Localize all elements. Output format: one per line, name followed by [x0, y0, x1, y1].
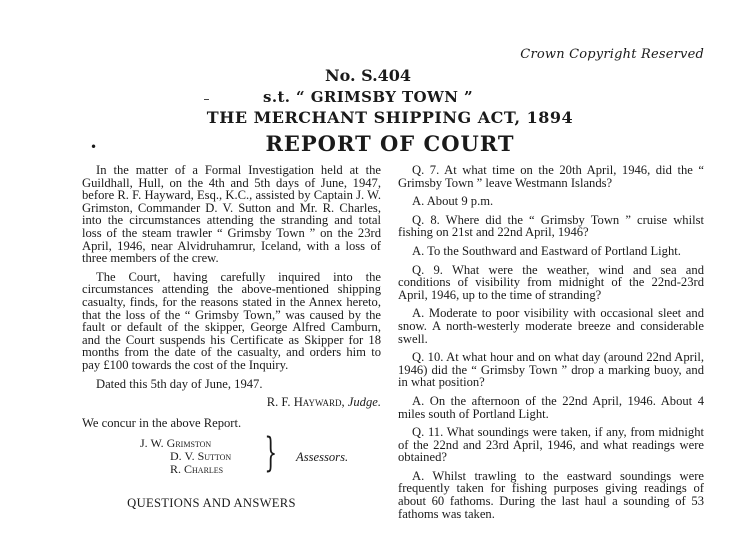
question-8: Q. 8. Where did the “ Grimsby Town ” cruise whilst fishing on 21st and 22nd April, 1946?: [398, 212, 704, 240]
question-9: Q. 9. What were the weather, wind and sea and conditions of visibility from midnight of the 22nd-23rd April, 1946, up to the time of stranding?: [398, 262, 704, 302]
document-number: No. S.404: [324, 66, 412, 85]
left-column: [82, 164, 381, 516]
dated-line: Dated this 5th day of June, 1947.: [96, 376, 263, 391]
intro-paragraph: In the matter of a Formal Investigation held at the Guildhall, Hull, on the 4th and 5th days of June, 1947, before R. F. Hayward, Esq., K.C., assisted by Captain J. W. Grimston, Commander D. V. Sutton and Mr. R. Charles, into the circumstances attending the stranding and total loss of the steam trawler “ Grimsby Town ” on the 23rd April, 1946, near Alvidruhamrur, Iceland, with a loss of three members of the crew.: [82, 163, 381, 266]
assessors-role: Assessors.: [296, 450, 349, 465]
assessor-name: R. Charles: [170, 462, 224, 477]
question-7: Q. 7. At what time on the 20th April, 1946, did the “ Grimsby Town ” leave Westmann Islands?: [398, 163, 704, 190]
findings-paragraph: The Court, having carefully inquired into the circumstances attending the above-mentioned shipping casualty, finds, for the reasons stated in the Annex hereto, that the loss of the “ Grimsby Town,” was caused by the fault or default of the skipper, George Alfred Camburn, and the Court suspends his Certificate as Skipper for 18 months from the date of the casualty, and orders him to pay £100 towards the cost of the Inquiry.: [82, 269, 381, 372]
question-10: Q. 10. At what hour and on what day (around 22nd April, 1946) did the “ Grimsby Town ” drop a marking buoy, and in what position?: [398, 350, 704, 390]
answer-11: A. Whilst trawling to the eastward soundings were frequently taken for fishing purposes giving readings of about 60 fathoms. During the last haul a sounding of 53 fathoms was taken.: [398, 468, 704, 521]
assessor-name: D. V. Sutton: [170, 449, 232, 464]
assessors-block: [140, 430, 381, 481]
report-title: REPORT OF COURT: [265, 131, 515, 156]
concur-line: We concur in the above Report.: [82, 415, 242, 430]
qa-heading: QUESTIONS AND ANSWERS: [127, 496, 296, 511]
answer-10: A. On the afternoon of the 22nd April, 1946. About 4 miles south of Portland Light.: [398, 393, 704, 421]
act-title: THE MERCHANT SHIPPING ACT, 1894: [206, 108, 574, 127]
judge-signature: [82, 396, 381, 409]
ship-name: s.t. “ GRIMSBY TOWN ”: [263, 88, 473, 106]
assessor-name: J. W. Grimston: [140, 436, 212, 451]
assessor-list: [140, 437, 231, 476]
answer-9: A. Moderate to poor visibility with occasional sleet and snow. A north-westerly moderate breeze and considerable swell.: [398, 306, 704, 346]
question-11: Q. 11. What soundings were taken, if any, from midnight of the 22nd and 23rd April, 1946, and what readings were obtained?: [398, 425, 704, 465]
judge-role: Judge.: [347, 395, 381, 410]
judge-name: R. F. Hayward,: [266, 395, 345, 410]
brace-mark: }: [264, 430, 278, 477]
answer-8: A. To the Southward and Eastward of Portland Light.: [412, 243, 681, 258]
right-column: [398, 164, 704, 526]
answer-7: A. About 9 p.m.: [412, 194, 494, 209]
copyright-notice: Crown Copyright Reserved: [520, 47, 704, 62]
print-dot: •: [90, 140, 98, 154]
